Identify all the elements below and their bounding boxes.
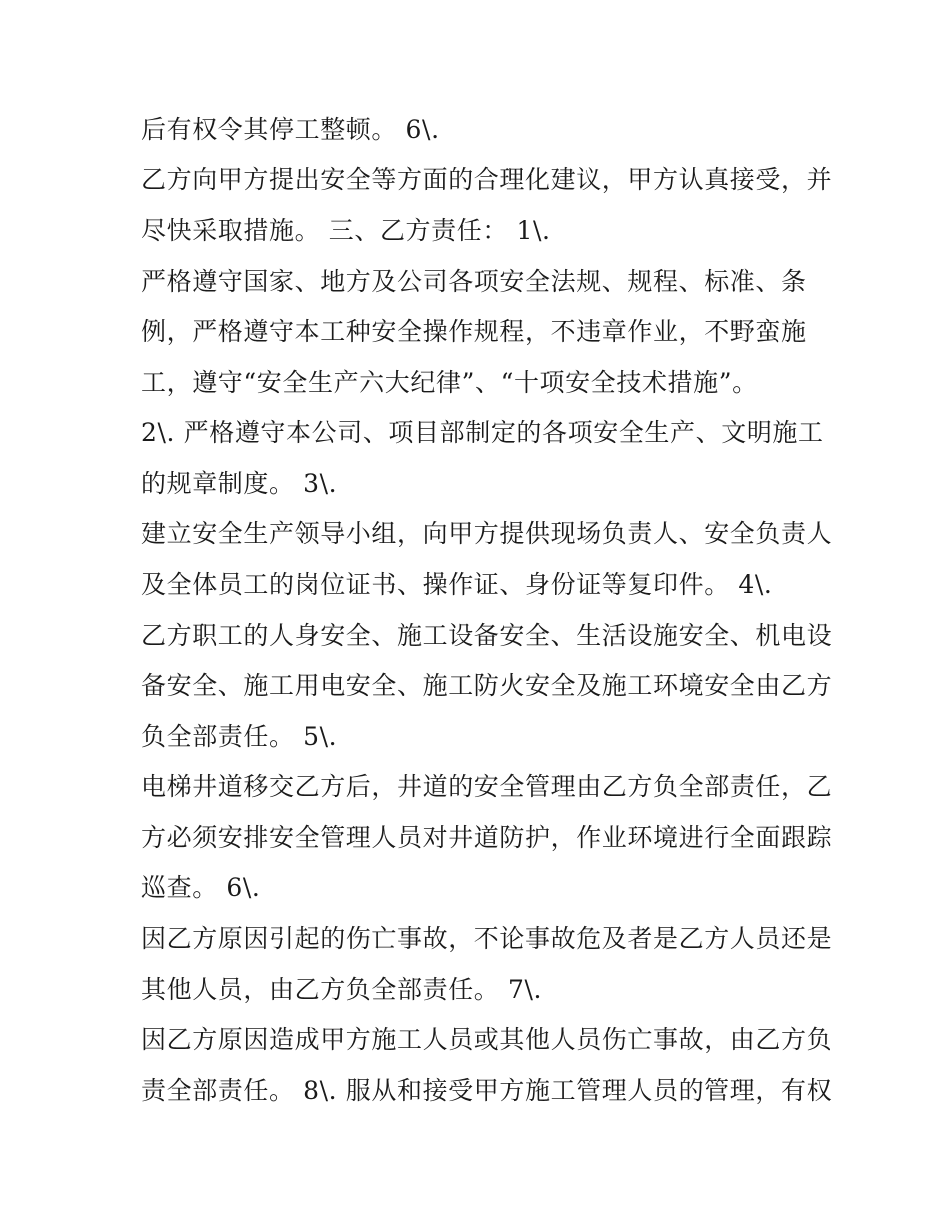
text-line: 乙方向甲方提出安全等方面的合理化建议，甲方认真接受，并 — [141, 165, 833, 194]
text-line: 及全体员工的岗位证书、操作证、身份证等复印件。 4\. — [141, 570, 773, 599]
text-line: 尽快采取措施。 三、乙方责任： 1\. — [141, 216, 551, 245]
text-line: 因乙方原因引起的伤亡事故，不论事故危及者是乙方人员还是 — [141, 924, 833, 953]
text-line: 的规章制度。 3\. — [141, 469, 338, 498]
text-line: 后有权令其停工整顿。 6\. — [141, 115, 440, 144]
text-line: 例，严格遵守本工种安全操作规程，不违章作业，不野蛮施 — [141, 317, 807, 346]
text-line: 严格遵守国家、地方及公司各项安全法规、规程、标准、条 — [141, 267, 807, 296]
text-line: 其他人员，由乙方负全部责任。 7\. — [141, 975, 543, 1004]
text-line: 责全部责任。 8\. 服从和接受甲方施工管理人员的管理，有权 — [141, 1076, 833, 1105]
text-line: 建立安全生产领导小组，向甲方提供现场负责人、安全负责人 — [141, 519, 833, 548]
text-line: 电梯井道移交乙方后，井道的安全管理由乙方负全部责任，乙 — [141, 772, 833, 801]
text-line: 备安全、施工用电安全、施工防火安全及施工环境安全由乙方 — [141, 671, 833, 700]
text-line: 负全部责任。 5\. — [141, 722, 338, 751]
text-line: 方必须安排安全管理人员对井道防护，作业环境进行全面跟踪 — [141, 823, 833, 852]
text-line: 乙方职工的人身安全、施工设备安全、生活设施安全、机电设 — [141, 621, 833, 650]
text-line: 工，遵守“安全生产六大纪律”、“十项安全技术措施”。 — [141, 368, 758, 397]
text-line: 因乙方原因造成甲方施工人员或其他人员伤亡事故，由乙方负 — [141, 1025, 833, 1054]
text-line: 巡查。 6\. — [141, 873, 261, 902]
text-line: 2\. 严格遵守本公司、项目部制定的各项安全生产、文明施工 — [141, 418, 824, 447]
